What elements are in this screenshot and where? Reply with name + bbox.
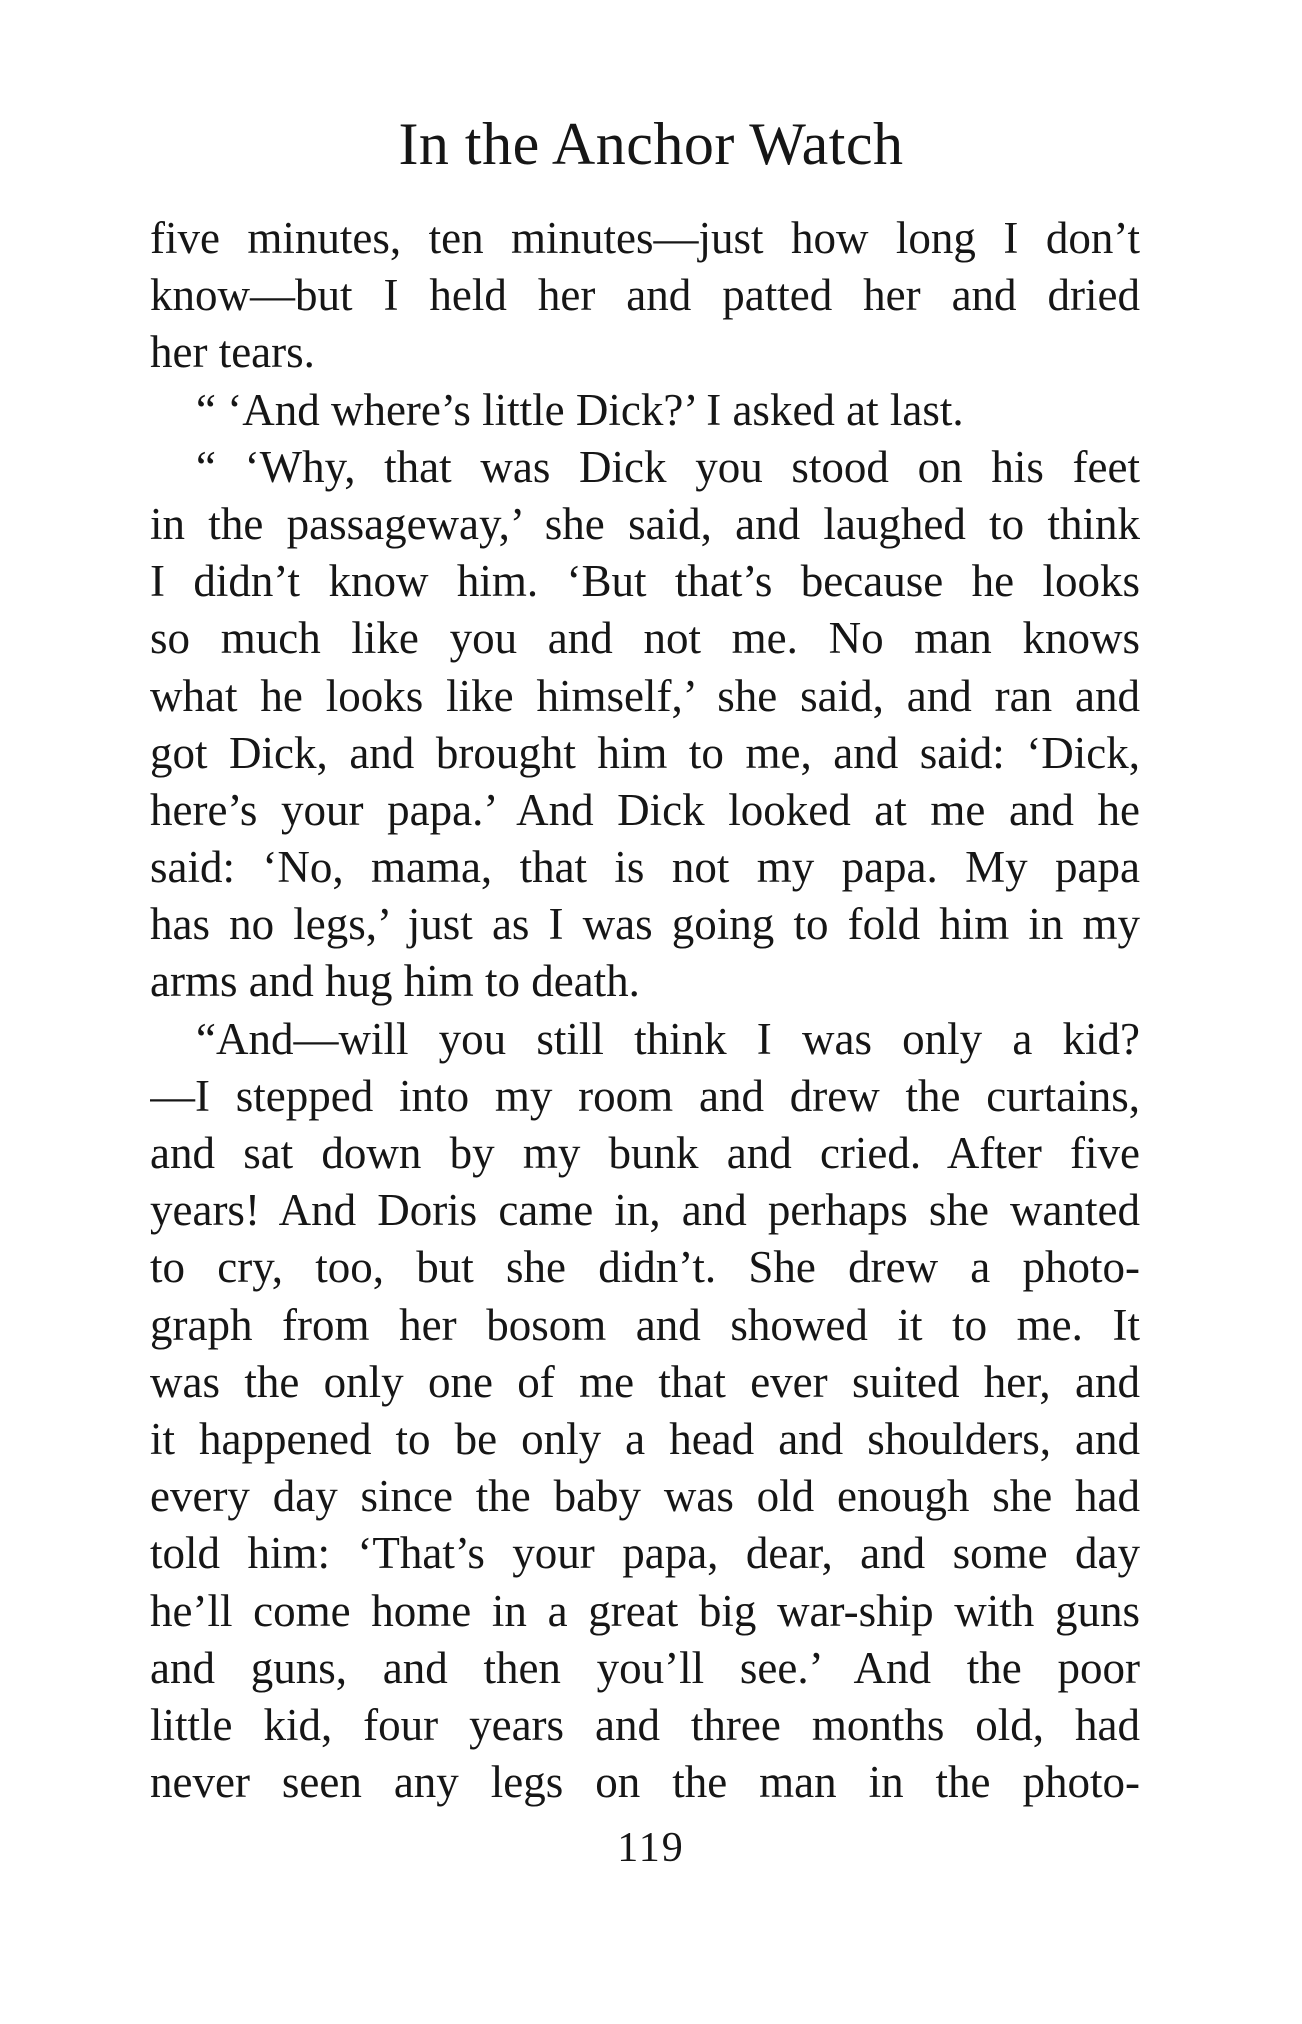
text-line: little kid, four years and three months old, had [150, 1699, 1140, 1750]
text-line: to cry, too, but she didn’t. She drew a photo- [150, 1242, 1140, 1293]
text-line: he’ll come home in a great big war-ship with guns [150, 1585, 1140, 1636]
text-line: so much like you and not me. No man knows [150, 613, 1140, 664]
text-line: and sat down by my bunk and cried. After five [150, 1128, 1140, 1178]
text-line: every day since the baby was old enough she had [150, 1471, 1140, 1522]
text-line: and guns, and then you’ll see.’ And the poor [150, 1642, 1140, 1693]
text-line: was the only one of me that ever suited her, and [150, 1356, 1140, 1407]
text-line: told him: ‘That’s your papa, dear, and some day [150, 1528, 1140, 1579]
text-line: —I stepped into my room and drew the curtains, [150, 1070, 1140, 1121]
text-line: said: ‘No, mama, that is not my papa. My papa [150, 842, 1140, 893]
text-line: years! And Doris came in, and perhaps she wanted [150, 1185, 1140, 1236]
text-line: “And—will you still think I was only a kid? [196, 1013, 1140, 1064]
text-line: “ ‘Why, that was Dick you stood on his feet [196, 441, 1140, 492]
text-line: got Dick, and brought him to me, and said: ‘Dick, [150, 727, 1140, 778]
page-number: 119 [617, 1825, 685, 1871]
text-line: arms and hug him to death. [150, 956, 640, 1007]
text-line: what he looks like himself,’ she said, and ran and [150, 670, 1140, 721]
body-text [150, 210, 1140, 1811]
running-head: In the Anchor Watch [398, 111, 904, 177]
text-line: know—but I held her and patted her and dried [150, 270, 1140, 321]
text-line: her tears. [150, 327, 315, 378]
text-line: I didn’t know him. ‘But that’s because he looks [150, 556, 1140, 607]
text-line: here’s your papa.’ And Dick looked at me and he [150, 784, 1140, 835]
text-line: in the passageway,’ she said, and laughed to think [150, 498, 1140, 549]
text-line: has no legs,’ just as I was going to fold him in my [150, 899, 1140, 950]
text-line: graph from her bosom and showed it to me. It [150, 1299, 1140, 1350]
text-line: never seen any legs on the man in the photo- [150, 1757, 1140, 1808]
text-line: five minutes, ten minutes—just how long I don’t [150, 213, 1140, 263]
text-line: “ ‘And where’s little Dick?’ I asked at last. [196, 384, 964, 435]
text-line: it happened to be only a head and shoulders, and [150, 1413, 1140, 1464]
